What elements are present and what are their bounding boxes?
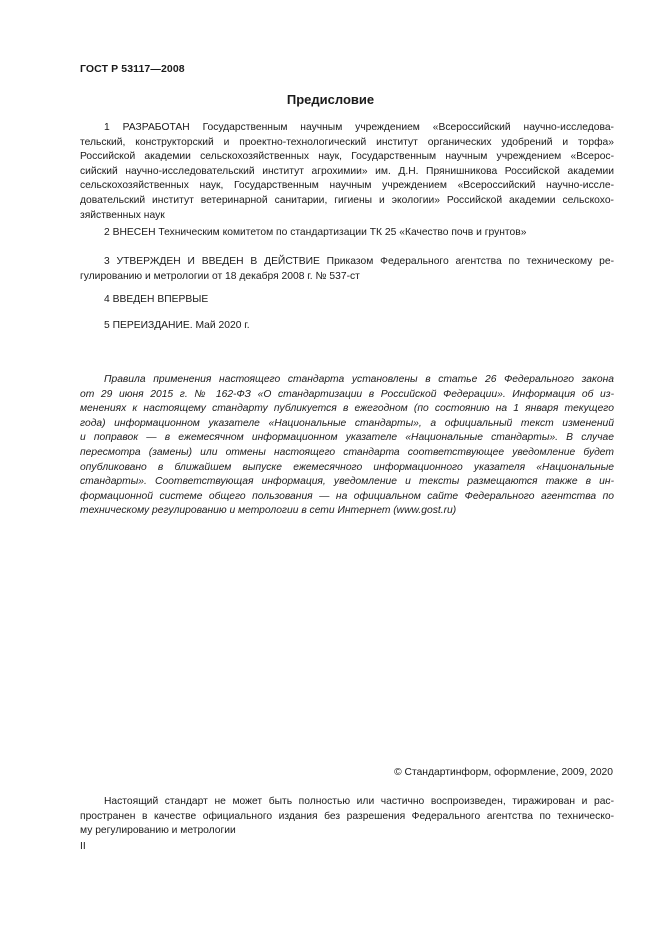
paragraph-line: сийский научно-исследовательский институт агрохимии» им. Д.Н. Прянишникова Российской академии <box>80 165 614 177</box>
notice-line: му регулированию и метрологии <box>80 825 236 837</box>
paragraph-line: сельскохозяйственных наук, Государственным научным учреждением «Всероссийский научно-иссле- <box>80 180 614 192</box>
notice-line: Настоящий стандарт не может быть полностью или частично воспроизведен, тиражирован и рас- <box>104 796 614 807</box>
notice-line: техническому регулированию и метрологии в сети Интернет (www.gost.ru) <box>80 505 457 517</box>
application-rules-notice <box>80 373 614 519</box>
paragraph-approved <box>80 255 614 284</box>
notice-line: опубликовано в ближайшем выпуске ежемесячного информационного указателя «Национальные <box>80 461 614 473</box>
paragraph-line: 5 ПЕРЕИЗДАНИЕ. Май 2020 г. <box>104 320 250 331</box>
notice-line: пересмотра (замены) или отмены настоящего стандарта соответствующее уведомление будет <box>80 446 614 458</box>
copyright-line: © Стандартинформ, оформление, 2009, 2020 <box>394 767 613 778</box>
notice-line: менениях к настоящему стандарту публикуется в ежегодном (по состоянию на 1 января текущего <box>80 403 614 415</box>
paragraph-line: гулированию и метрологии от 18 декабря 2008 г. № 537-ст <box>80 270 360 282</box>
page-number: II <box>80 841 86 852</box>
paragraph-line: тельский, конструкторский и проектно-технологический институт органических удобрений и торфа» <box>80 136 614 148</box>
paragraph-developed-by <box>80 121 614 223</box>
notice-line: года) информационном указателе «Национальные стандарты», а официальный текст изменений <box>80 417 614 429</box>
notice-line: пространен в качестве официального издания без разрешения Федерального агентства по техническо- <box>80 810 614 822</box>
standard-code: ГОСТ Р 53117—2008 <box>80 63 185 75</box>
paragraph-line: довательский институт ветеринарной санитарии, гигиены и экологии» Российской академии сельскохо- <box>80 194 614 206</box>
paragraph-line: 2 ВНЕСЕН Техническим комитетом по стандартизации ТК 25 «Качество почв и грунтов» <box>104 227 527 238</box>
notice-line: формационной системе общего пользования — на официальном сайте Федерального агентства по <box>80 490 614 502</box>
paragraph-line: 4 ВВЕДЕН ВПЕРВЫЕ <box>104 294 209 305</box>
notice-line: и поправок — в ежемесячном информационном указателе «Национальные стандарты». В случае <box>80 432 614 444</box>
paragraph-introduced-by <box>80 226 614 241</box>
paragraph-line: 3 УТВЕРЖДЕН И ВВЕДЕН В ДЕЙСТВИЕ Приказом Федерального агентства по техническому ре- <box>104 256 614 267</box>
paragraph-first-introduced <box>80 293 614 308</box>
paragraph-line: зяйственных наук <box>80 209 165 221</box>
notice-line: стандарты». Соответствующая информация, уведомление и тексты размещаются также в ин- <box>80 476 614 488</box>
reproduction-notice <box>80 795 614 839</box>
paragraph-reissue <box>80 319 614 334</box>
page-title: Предисловие <box>286 92 375 107</box>
notice-line: от 29 июня 2015 г. № 162-ФЗ «О стандартизации в Российской Федерации». Информация об из- <box>80 388 614 400</box>
paragraph-line: 1 РАЗРАБОТАН Государственным научным учреждением «Всероссийский научно-исследова- <box>104 122 614 133</box>
paragraph-line: Российской академии сельскохозяйственных наук, Государственным научным учреждением «Всерос- <box>80 151 614 163</box>
notice-line: Правила применения настоящего стандарта установлены в статье 26 Федерального закона <box>104 374 614 385</box>
